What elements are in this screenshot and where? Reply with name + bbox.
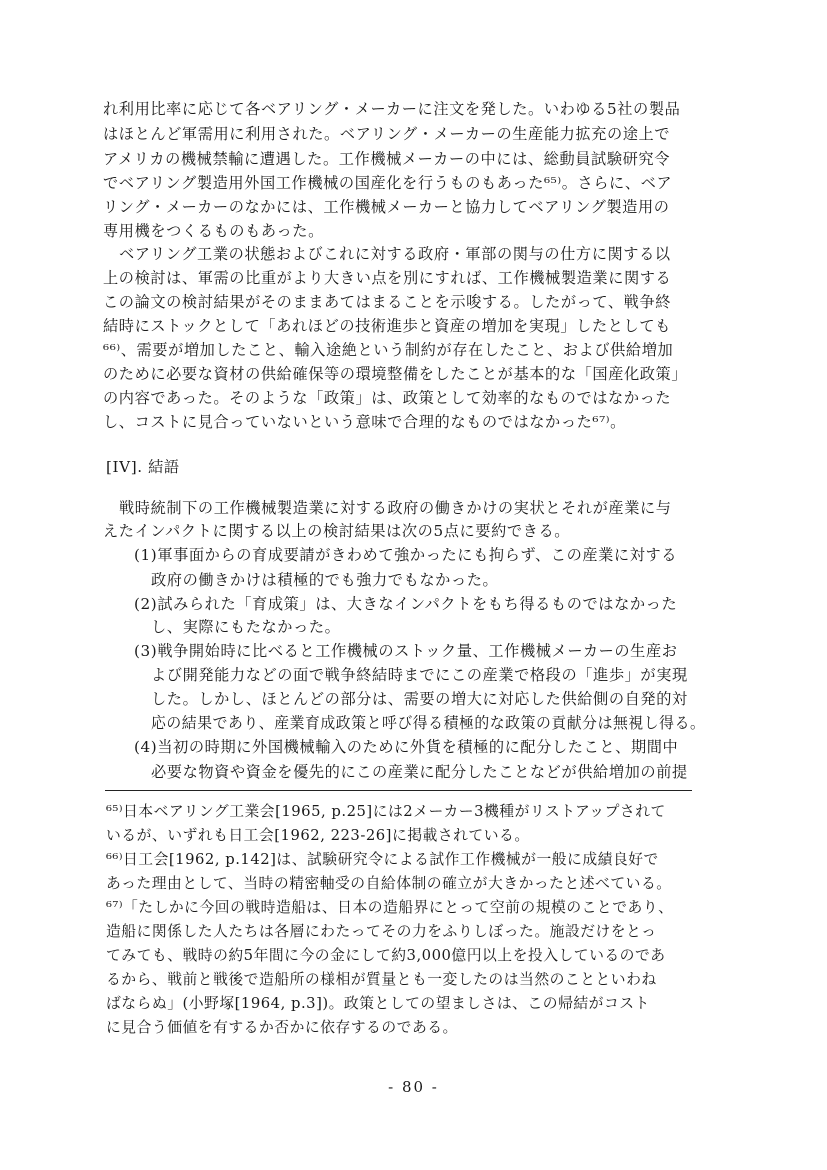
body-line: 専用機をつくるものもあった。 [103,222,324,240]
body-line: この論文の検討結果がそのままあてはまることを示唆する。したがって、戦争終 [103,293,672,311]
body-line: ⁶⁶⁾、需要が増加したこと、輸入途絶という制約が存在したこと、および供給増加 [103,341,674,359]
body-line: れ利用比率に応じて各ベアリング・メーカーに注文を発した。いわゆる5社の製品 [103,100,681,118]
point-line: し、実際にもたなかった。 [151,618,341,636]
footnote-line: 造船に関係した人たちは各層にわたってその力をふりしぼった。施設だけをとっ [106,923,657,940]
body-line: ベアリング工業の状態およびこれに対する政府・軍部の関与の仕方に関する以 [119,245,671,263]
footnote-line: に見合う価値を有するか否かに依存するのである。 [106,1019,458,1036]
body-line: の内容であった。そのような「政策」は、政策として効率的なものではなかった [103,389,672,407]
body-line: えたインパクトに関する以上の検討結果は次の5点に要約できる。 [103,522,571,540]
body-line: でベアリング製造用外国工作機械の国産化を行うものもあった⁶⁵⁾。さらに、ベア [103,174,673,192]
footnote-line: ⁶⁵⁾日本ベアリング工業会[1965, p.25]には2メーカー3機種がリストアップされて [106,803,666,820]
footnote-line: ⁶⁶⁾日工会[1962, p.142]は、試験研究令による試作工作機械が一般に成績良好で [106,851,659,868]
footnote-line: ばならぬ」(小野塚[1964, p.3])。政策としての望ましさは、この帰結がコスト [106,995,650,1012]
footnote-divider [105,790,692,791]
point-line: (2)試みられた「育成策」は、大きなインパクトをもち得るものではなかった [134,595,678,613]
body-line: リング・メーカーのなかには、工作機械メーカーと協力してベアリング製造用の [103,198,670,216]
point-line: した。しかし、ほとんどの部分は、需要の増大に対応した供給側の自発的対 [151,690,688,708]
footnote-line: あった理由として、当時の精密軸受の自給体制の確立が大きかったと述べている。 [106,875,672,892]
body-line: 戦時統制下の工作機械製造業に対する政府の働きかけの実状とそれが産業に与 [119,499,672,517]
footnote-line: いるが、いずれも日工会[1962, 223-26]に掲載されている。 [106,827,530,844]
point-line: よび開発能力などの面で戦争終結時までにこの産業で格段の「進歩」が実現 [151,666,688,684]
footnote-line: てみても、戦時の約5年間に今の金にして約3,000億円以上を投入しているのであ [106,947,666,964]
body-line: 上の検討は、軍需の比重がより大きい点を別にすれば、工作機械製造業に関する [103,269,672,287]
point-line: (1)軍事面からの育成要請がきわめて強かったにも拘らず、この産業に対する [134,546,678,564]
body-line: はほとんど軍需用に利用された。ベアリング・メーカーの生産能力拡充の途上で [103,125,671,143]
footnote-line: ⁶⁷⁾「たしかに今回の戦時造船は、日本の造船界にとって空前の規模のことであり、 [106,899,674,916]
body-line: のために必要な資材の供給確保等の環境整備をしたことが基本的な「国産化政策」 [103,365,688,383]
body-line: し、コストに見合っていないという意味で合理的なものではなかった⁶⁷⁾。 [103,413,626,431]
point-line: 応の結果であり、産業育成政策と呼び得る積極的な政策の貢献分は無視し得る。 [151,714,706,732]
point-line: 必要な物資や資金を優先的にこの産業に配分したことなどが供給増加の前提 [151,763,688,781]
point-line: 政府の働きかけは積極的でも強力でもなかった。 [151,571,499,589]
point-line: (4)当初の時期に外国機械輸入のために外貨を積極的に配分したこと、期間中 [134,738,679,756]
footnote-line: るから、戦前と戦後で造船所の様相が質量とも一変したのは当然のことといわね [106,971,657,988]
body-line: 結時にストックとして「あれほどの技術進歩と資産の増加を実現」したとしても [103,317,671,335]
section-heading: [IV]. 結語 [106,458,180,476]
point-line: (3)戦争開始時に比べると工作機械のストック量、工作機械メーカーの生産お [134,642,678,660]
body-line: アメリカの機械禁輸に遭遇した。工作機械メーカーの中には、総動員試験研究令 [103,150,670,168]
page-number: - 80 - [388,1078,439,1096]
